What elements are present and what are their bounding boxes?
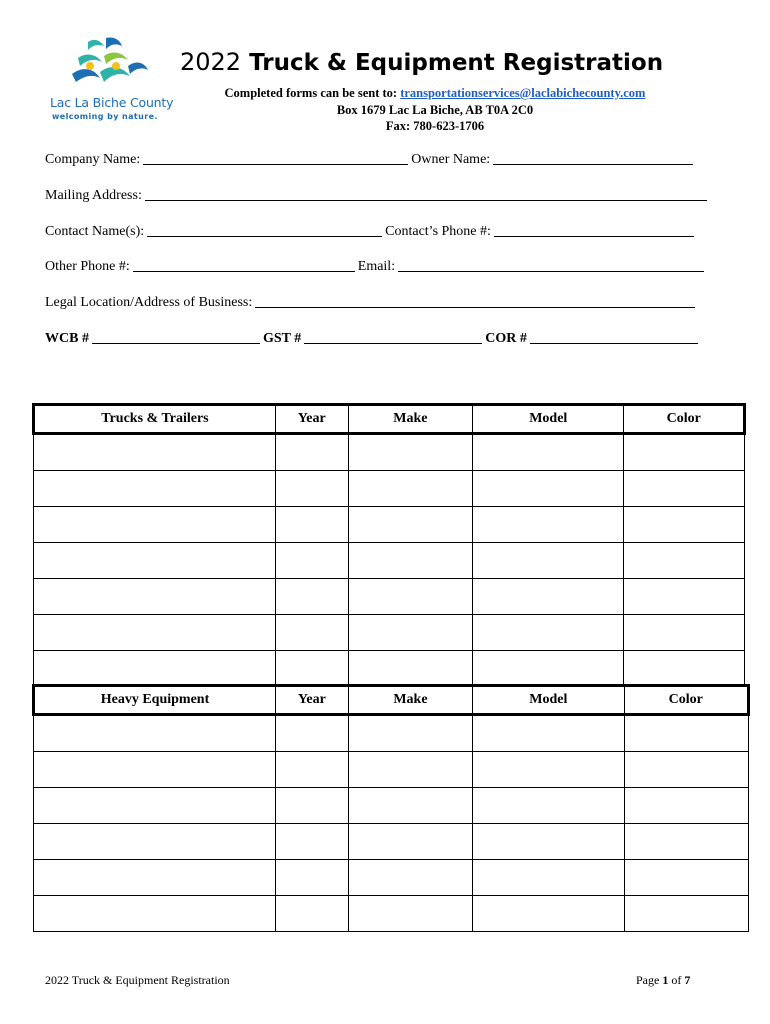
trucks-col-color: Color xyxy=(624,405,745,434)
page-number xyxy=(636,973,690,988)
equipment-cell-color[interactable] xyxy=(624,788,749,824)
title-year: 2022 xyxy=(180,48,242,76)
equipment-cell-type[interactable] xyxy=(34,715,276,752)
equipment-cell-model[interactable] xyxy=(473,752,624,788)
fax-line: Fax: 780-623-1706 xyxy=(385,119,485,133)
trucks-cell-color[interactable] xyxy=(624,651,745,687)
trucks-cell-model[interactable] xyxy=(473,651,624,687)
logo-tagline: welcoming by nature. xyxy=(52,112,158,121)
equipment-cell-year[interactable] xyxy=(275,896,348,932)
email-label: Email: xyxy=(357,259,396,274)
trucks-cell-type[interactable] xyxy=(34,579,276,615)
equipment-cell-color[interactable] xyxy=(624,896,749,932)
legal-location-label: Legal Location/Address of Business: xyxy=(45,295,253,310)
equipment-cell-make[interactable] xyxy=(348,788,472,824)
equipment-cell-model[interactable] xyxy=(473,715,624,752)
title-text: Truck & Equipment Registration xyxy=(241,50,664,76)
trucks-cell-color[interactable] xyxy=(624,434,745,471)
heavy-equipment-table xyxy=(32,684,750,932)
equipment-cell-year[interactable] xyxy=(275,715,348,752)
registration-numbers-row xyxy=(45,331,725,347)
trucks-cell-color[interactable] xyxy=(624,579,745,615)
equipment-table-header xyxy=(34,686,749,715)
send-instructions xyxy=(180,86,690,101)
equipment-row xyxy=(34,788,749,824)
county-logo xyxy=(44,36,174,128)
other-phone-field[interactable] xyxy=(133,259,355,272)
company-owner-row xyxy=(45,152,725,168)
cor-label: COR # xyxy=(485,331,527,346)
trucks-col-model: Model xyxy=(473,405,624,434)
legal-row xyxy=(45,295,725,311)
equipment-cell-type[interactable] xyxy=(34,896,276,932)
trucks-cell-year[interactable] xyxy=(275,471,348,507)
wcb-field[interactable] xyxy=(92,331,260,344)
other-phone-label: Other Phone #: xyxy=(45,259,130,274)
trucks-cell-color[interactable] xyxy=(624,543,745,579)
trucks-cell-model[interactable] xyxy=(473,471,624,507)
mailing-address-field[interactable] xyxy=(145,188,707,201)
trucks-trailers-table xyxy=(32,403,746,687)
equipment-cell-type[interactable] xyxy=(34,788,276,824)
send-label: Completed forms can be sent to: xyxy=(224,86,401,100)
equipment-cell-color[interactable] xyxy=(624,860,749,896)
equipment-cell-year[interactable] xyxy=(275,860,348,896)
equipment-cell-make[interactable] xyxy=(348,824,472,860)
equipment-cell-color[interactable] xyxy=(624,752,749,788)
trucks-cell-year[interactable] xyxy=(275,507,348,543)
mailing-address-line: Box 1679 Lac La Biche, AB T0A 2C0 xyxy=(336,103,534,117)
trucks-cell-color[interactable] xyxy=(624,507,745,543)
contact-phone-field[interactable] xyxy=(494,224,694,237)
trucks-table-header xyxy=(34,405,745,434)
trucks-cell-type[interactable] xyxy=(34,434,276,471)
equipment-row xyxy=(34,896,749,932)
trucks-cell-year[interactable] xyxy=(275,543,348,579)
trucks-cell-type[interactable] xyxy=(34,471,276,507)
contact-name-label: Contact Name(s): xyxy=(45,224,145,239)
company-name-field[interactable] xyxy=(143,152,408,165)
equipment-row xyxy=(34,752,749,788)
trucks-cell-type[interactable] xyxy=(34,543,276,579)
cor-field[interactable] xyxy=(530,331,698,344)
trucks-row xyxy=(34,543,745,579)
trucks-cell-model[interactable] xyxy=(473,434,624,471)
trucks-row xyxy=(34,579,745,615)
equipment-cell-year[interactable] xyxy=(275,752,348,788)
owner-name-field[interactable] xyxy=(493,152,693,165)
logo-name: Lac La Biche County xyxy=(50,95,174,110)
trucks-cell-make[interactable] xyxy=(348,651,472,687)
equipment-cell-year[interactable] xyxy=(275,824,348,860)
contact-row xyxy=(45,224,725,240)
trucks-cell-model[interactable] xyxy=(473,615,624,651)
trucks-cell-year[interactable] xyxy=(275,579,348,615)
equipment-col-year: Year xyxy=(275,686,348,715)
equipment-cell-type[interactable] xyxy=(34,752,276,788)
page-title xyxy=(180,48,663,76)
equipment-cell-model[interactable] xyxy=(473,788,624,824)
equipment-cell-model[interactable] xyxy=(473,896,624,932)
legal-location-field[interactable] xyxy=(255,295,695,308)
trucks-col-year: Year xyxy=(275,405,348,434)
equipment-cell-type[interactable] xyxy=(34,860,276,896)
equipment-cell-color[interactable] xyxy=(624,824,749,860)
equipment-col-type: Heavy Equipment xyxy=(34,686,276,715)
trucks-col-make: Make xyxy=(348,405,472,434)
trucks-row xyxy=(34,434,745,471)
trucks-cell-make[interactable] xyxy=(348,579,472,615)
equipment-cell-make[interactable] xyxy=(348,752,472,788)
trucks-row xyxy=(34,507,745,543)
trucks-cell-make[interactable] xyxy=(348,543,472,579)
page-current: 1 xyxy=(662,973,669,987)
equipment-row xyxy=(34,715,749,752)
footer-title: 2022 Truck & Equipment Registration xyxy=(45,973,230,987)
trucks-cell-model[interactable] xyxy=(473,507,624,543)
trucks-row xyxy=(34,651,745,687)
wcb-label: WCB # xyxy=(45,331,89,346)
contact-name-field[interactable] xyxy=(147,224,382,237)
equipment-cell-make[interactable] xyxy=(348,860,472,896)
page-of: of xyxy=(668,973,685,987)
page-prefix: Page xyxy=(636,973,663,987)
equipment-row xyxy=(34,860,749,896)
phone-email-row xyxy=(45,259,725,275)
company-name-label: Company Name: xyxy=(45,152,141,167)
trucks-cell-model[interactable] xyxy=(473,543,624,579)
equipment-cell-year[interactable] xyxy=(275,788,348,824)
trucks-row xyxy=(34,471,745,507)
equipment-cell-make[interactable] xyxy=(348,896,472,932)
trucks-cell-year[interactable] xyxy=(275,615,348,651)
trucks-cell-model[interactable] xyxy=(473,579,624,615)
gst-label: GST # xyxy=(262,331,302,346)
mailing-address-label: Mailing Address: xyxy=(45,188,142,203)
trucks-cell-color[interactable] xyxy=(624,615,745,651)
owner-name-label: Owner Name: xyxy=(411,152,491,167)
trucks-cell-make[interactable] xyxy=(348,507,472,543)
contact-phone-label: Contact’s Phone #: xyxy=(385,224,491,239)
gst-field[interactable] xyxy=(304,331,482,344)
equipment-col-color: Color xyxy=(624,686,749,715)
equipment-cell-model[interactable] xyxy=(473,824,624,860)
trucks-cell-make[interactable] xyxy=(348,615,472,651)
email-link[interactable]: transportationservices@laclabichecounty.com xyxy=(400,86,646,100)
flying-birds-icon xyxy=(70,36,150,94)
email-field[interactable] xyxy=(398,259,704,272)
trucks-cell-color[interactable] xyxy=(624,471,745,507)
equipment-col-make: Make xyxy=(348,686,472,715)
equipment-cell-model[interactable] xyxy=(473,860,624,896)
equipment-cell-type[interactable] xyxy=(34,824,276,860)
mailing-row xyxy=(45,188,725,204)
equipment-col-model: Model xyxy=(473,686,624,715)
trucks-row xyxy=(34,615,745,651)
equipment-cell-color[interactable] xyxy=(624,715,749,752)
trucks-col-type: Trucks & Trailers xyxy=(34,405,276,434)
equipment-row xyxy=(34,824,749,860)
trucks-cell-year[interactable] xyxy=(275,651,348,687)
trucks-cell-make[interactable] xyxy=(348,434,472,471)
trucks-cell-type[interactable] xyxy=(34,507,276,543)
equipment-cell-make[interactable] xyxy=(348,715,472,752)
trucks-cell-type[interactable] xyxy=(34,615,276,651)
page-total: 7 xyxy=(684,973,691,987)
trucks-cell-make[interactable] xyxy=(348,471,472,507)
trucks-cell-type[interactable] xyxy=(34,651,276,687)
trucks-cell-year[interactable] xyxy=(275,434,348,471)
